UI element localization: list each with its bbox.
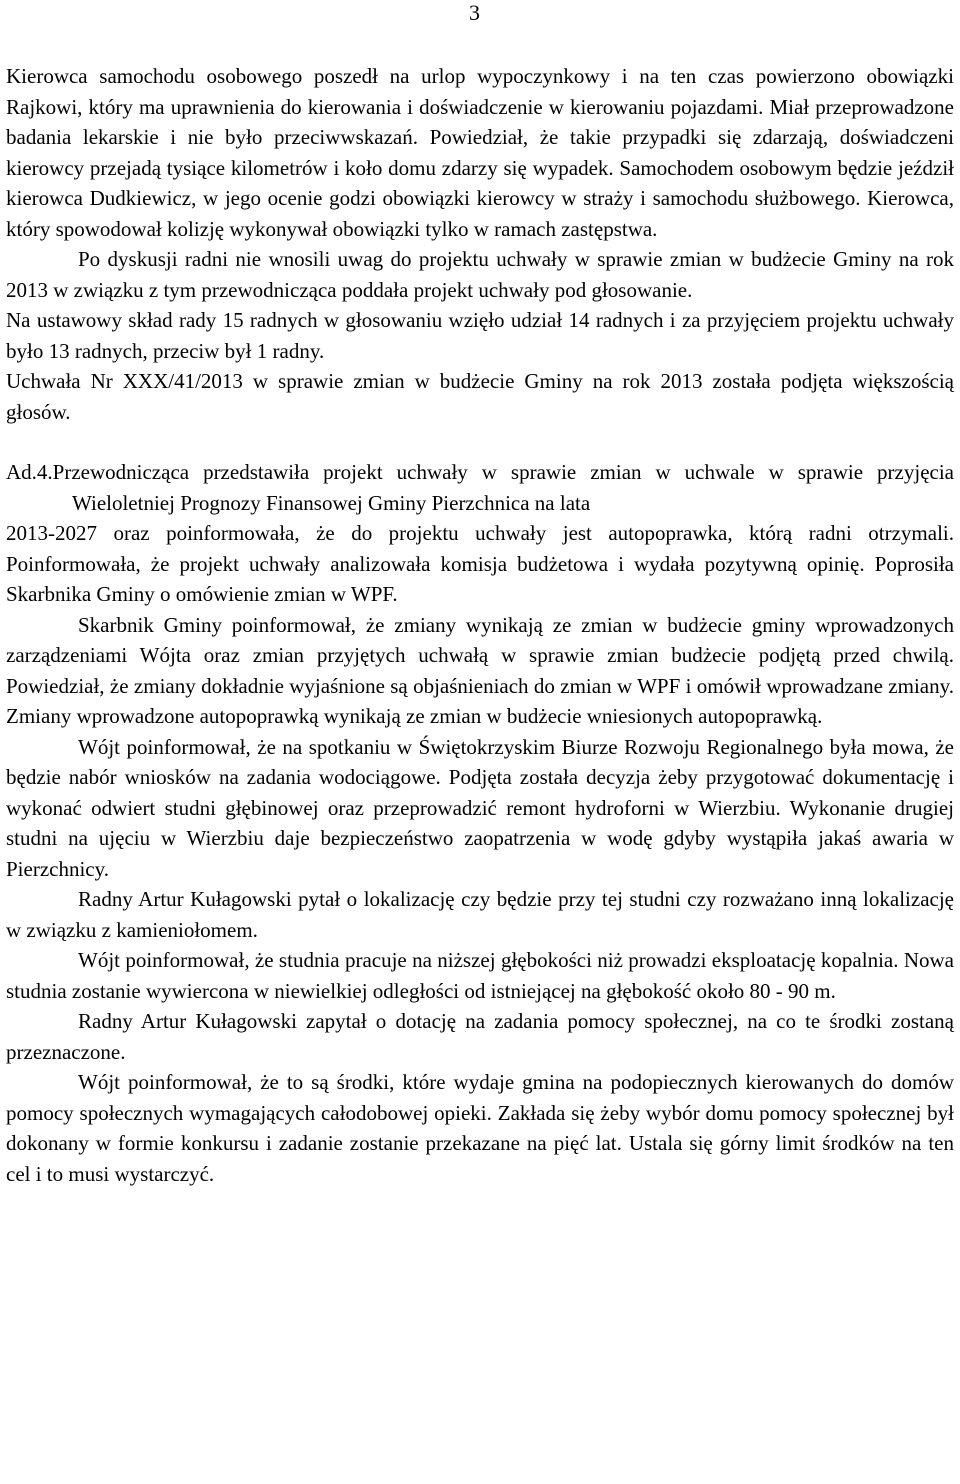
paragraph-councillor-question-location: Radny Artur Kułagowski pytał o lokalizację czy będzie przy tej studni czy rozważano inną lokalizację w związku z kamieniołomem. [6, 887, 954, 942]
paragraph-treasurer-statement: Skarbnik Gminy poinformował, że zmiany wynikają ze zmian w budżecie gminy wprowadzonych zarządzeniami Wójta oraz zmian przyjętych uchwałą w sprawie zmian budżecie podjętą przed chwilą. Powiedział, że zmiany dokładnie wyjaśnione są objaśnieniach do zmian w WPF i omówił wprowadzane zmiany. Zmiany wprowadzone autopoprawką wynikają ze zmian w budżecie wniesionych autopoprawką. [6, 612, 954, 728]
paragraph-discussion: Po dyskusji radni nie wnosili uwag do projektu uchwały w sprawie zmian w budżecie Gminy na rok 2013 w związku z tym przewodnicząca poddała projekt uchwały pod głosowanie. [6, 247, 954, 302]
paragraph-driver-vacation: Kierowca samochodu osobowego poszedł na urlop wypoczynkowy i na ten czas powierzono obowiązki Rajkowi, który ma uprawnienia do kierowania i doświadczenie w kierowaniu pojazdami. Miał przeprowadzone badania lekarskie i nie było przeciwwskazań. Powiedział, że takie przypadki się zdarzają, doświadczeni kierowcy przejadą tysiące kilometrów i koło domu zdarzy się wypadek. Samochodem osobowym będzie jeździł kierowca Dudkiewicz, w jego ocenie godzi obowiązki kierowcy w straży i samochodu służbowego. Kierowca, który spowodował kolizję wykonywał obowiązki tylko w ramach zastępstwa. [6, 64, 954, 241]
paragraph-mayor-depth: Wójt poinformował, że studnia pracuje na niższej głębokości niż prowadzi eksploatację kopalnia. Nowa studnia zostanie wywiercona w niewielkiej odległości od istniejącej na głębokość około 80 - 90 m. [6, 948, 954, 1003]
document-body [6, 61, 954, 1189]
paragraph-mayor-well: Wójt poinformował, że na spotkaniu w Świętokrzyskim Biurze Rozwoju Regionalnego była mowa, że będzie nabór wniosków na zadania wodociągowe. Podjęta została decyzja żeby przygotować dokumentację i wykonać odwiert studni głębinowej oraz przeprowadzić remont hydroforni w Wierzbiu. Wykonanie drugiej studni na ujęciu w Wierzbiu daje bezpieczeństwo zaopatrzenia w wodę gdyby wystąpiła jakaś awaria w Pierzchnicy. [6, 734, 954, 881]
paragraph-councillor-question-subsidy: Radny Artur Kułagowski zapytał o dotację na zadania pomocy społecznej, na co te środki zostaną przeznaczone. [6, 1009, 954, 1064]
paragraph-mayor-care-homes: Wójt poinformował, że to są środki, które wydaje gmina na podopiecznych kierowanych do domów pomocy społecznych wymagających całodobowej opieki. Zakłada się żeby wybór domu pomocy społecznej był dokonany w formie konkursu i zadanie zostanie przekazane na pięć lat. Ustala się górny limit środków na ten cel i to musi wystarczyć. [6, 1070, 954, 1186]
paragraph-resolution-adopted: Uchwała Nr XXX/41/2013 w sprawie zmian w budżecie Gminy na rok 2013 została podjęta większością głosów. [6, 369, 954, 424]
paragraph-vote-result: Na ustawowy skład rady 15 radnych w głosowaniu wzięło udział 14 radnych i za przyjęciem projektu uchwały było 13 radnych, przeciw był 1 radny. [6, 308, 954, 363]
paragraph-wpf-amendment: 2013-2027 oraz poinformowała, że do projektu uchwały jest autopoprawka, którą radni otrzymali. Poinformowała, że projekt uchwały analizowała komisja budżetowa i wydała pozytywną opinię. Poprosiła Skarbnika Gminy o omówienie zmian w WPF. [6, 521, 954, 606]
page-number: 3 [469, 0, 480, 25]
paragraph-agenda-item-4: Ad.4.Przewodnicząca przedstawiła projekt uchwały w sprawie zmian w uchwale w sprawie przyjęcia Wieloletniej Prognozy Finansowej Gminy Pierzchnica na lata [6, 460, 954, 515]
